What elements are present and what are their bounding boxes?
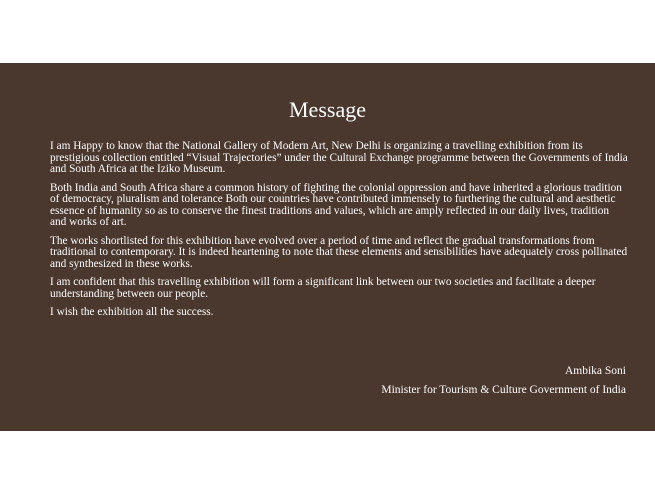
message-paragraph-1: I am Happy to know that the National Gallery of Modern Art, New Delhi is organizing a travelling exhibition from its prestigious collection entitled “Visual Trajectories” under the Cultural Exchange programme between the Governments of India and South Africa at the Iziko Museum. — [50, 140, 628, 175]
signature-name: Ambika Soni — [564, 365, 626, 377]
message-paragraph-2: Both India and South Africa share a common history of fighting the colonial oppression and have inherited a glorious tradition of democracy, pluralism and tolerance Both our countries have contributed immensely to furthering the cultural and aesthetic essence of humanity so as to conserve the finest traditions and values, which are amply reflected in our daily lives, tradition and works of art. — [50, 181, 622, 228]
signature-title: Minister for Tourism & Culture Government of India — [381, 384, 626, 396]
message-paragraph-5: I wish the exhibition all the success. — [50, 306, 214, 318]
message-body — [50, 141, 628, 326]
message-paragraph-3: The works shortlisted for this exhibition have evolved over a period of time and reflect the gradual transformations from traditional to contemporary. It is indeed heartening to note that these elements and sensibilities have adequately cross pollinated and synthesized in these works. — [50, 234, 628, 270]
message-slide — [0, 63, 655, 431]
slide-title: Message — [289, 97, 366, 122]
message-paragraph-4: I am confident that this travelling exhibition will form a significant link between our two societies and facilitate a deeper understanding between our people. — [50, 276, 596, 300]
